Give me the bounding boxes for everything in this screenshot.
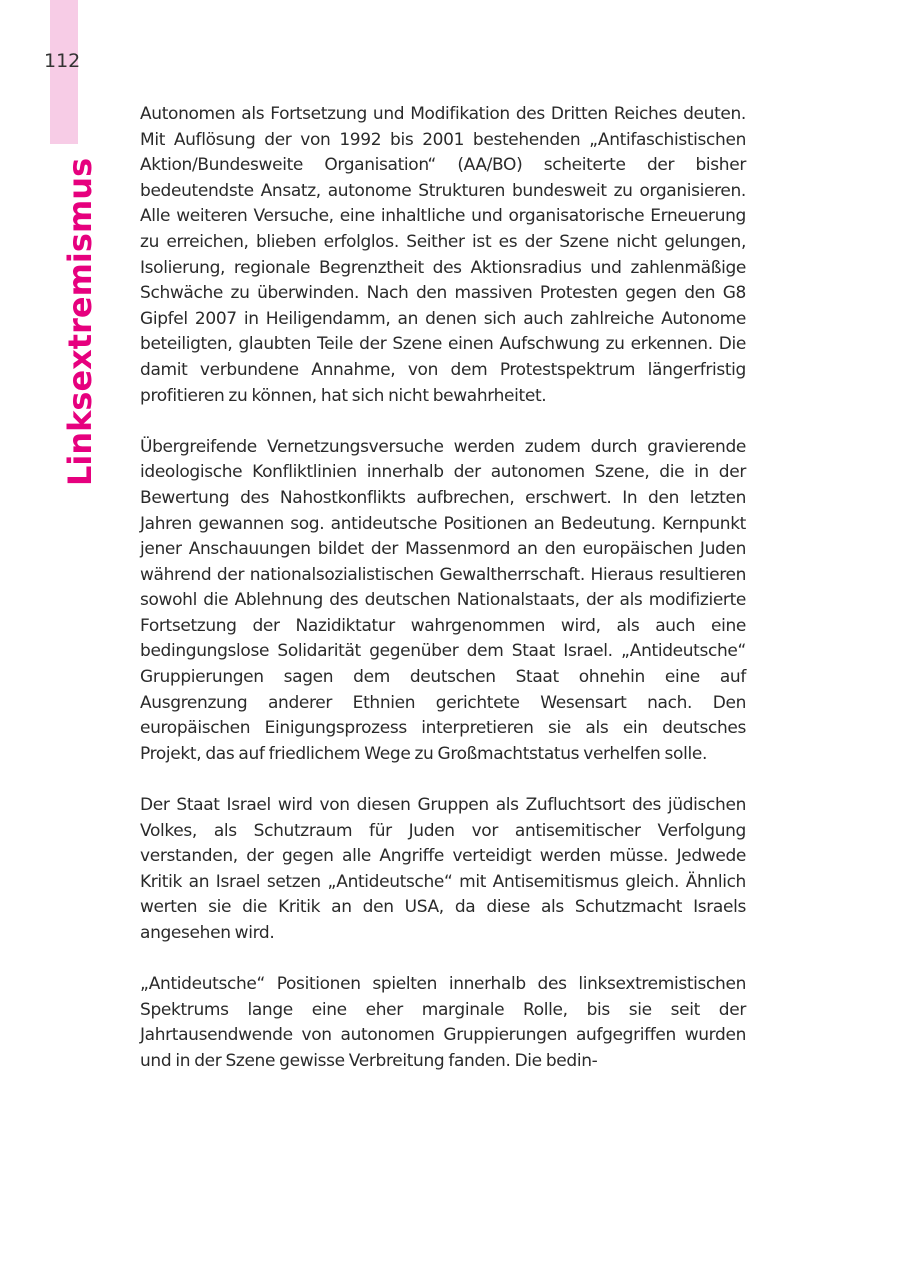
section-title: Linksextremismus — [61, 157, 99, 486]
paragraph: Autonomen als Fortsetzung und Modifikation des Dritten Reiches deuten. Mit Auflösung der von 1992 bis 2001 bestehenden „Antifaschistischen Aktion/Bundesweite Organisation“ (AA/BO) scheiterte der bisher bedeutendste Ansatz, autonome Strukturen bundesweit zu organisieren. Alle weiteren Versuche, eine inhaltliche und organisatorische Erneuerung zu erreichen, blieben erfolglos. Seither ist es der Szene nicht gelungen, Isolierung, regionale Begrenztheit des Aktionsradius und zahlenmäßige Schwäche zu überwinden. Nach den massiven Protesten gegen den G8 Gipfel 2007 in Heiligendamm, an denen sich auch zahlreiche Autonome beteiligten, glaubten Teile der Szene einen Aufschwung zu erkennen. Die damit verbundene Annahme, von dem Protestspektrum längerfristig profitieren zu können, hat sich nicht bewahrheitet. — [140, 104, 746, 406]
paragraph: Der Staat Israel wird von diesen Gruppen als Zufluchtsort des jüdischen Volkes, als Schutzraum für Juden vor antisemitischer Verfolgung verstanden, der gegen alle Angriffe verteidigt werden müsse. Jedwede Kritik an Israel setzen „Antideutsche“ mit Antisemitismus gleich. Ähnlich werten sie die Kritik an den USA, da diese als Schutzmacht Israels angesehen wird. — [140, 795, 746, 943]
paragraph: „Antideutsche“ Positionen spielten innerhalb des linksextremistischen Spektrums lange eine eher marginale Rolle, bis sie seit der Jahrtausendwende von autonomen Gruppierungen aufgegriffen wurden und in der Szene gewisse Verbreitung fanden. Die bedin- — [140, 974, 746, 1071]
paragraph: Übergreifende Vernetzungsversuche werden zudem durch gravierende ideologische Konfliktlinien innerhalb der autonomen Szene, die in der Bewertung des Nahostkonflikts aufbrechen, erschwert. In den letzten Jahren gewannen sog. antideutsche Positionen an Bedeutung. Kernpunkt jener Anschauungen bildet der Massenmord an den europäischen Juden während der nationalsozialistischen Gewaltherrschaft. Hieraus resultieren sowohl die Ablehnung des deutschen Nationalstaats, der als modifizierte Fortsetzung der Nazidiktatur wahrgenommen wird, als auch eine bedingungslose Solidarität gegenüber dem Staat Israel. „Antideutsche“ Gruppierungen sagen dem deutschen Staat ohnehin eine auf Ausgrenzung anderer Ethnien gerichtete Wesensart nach. Den europäischen Einigungsprozess interpretieren sie als ein deutsches Projekt, das auf friedlichem Wege zu Großmachtstatus verhelfen solle. — [140, 436, 746, 764]
page-number: 112 — [44, 50, 81, 72]
section-tab — [50, 0, 78, 144]
body-text — [140, 102, 746, 1075]
